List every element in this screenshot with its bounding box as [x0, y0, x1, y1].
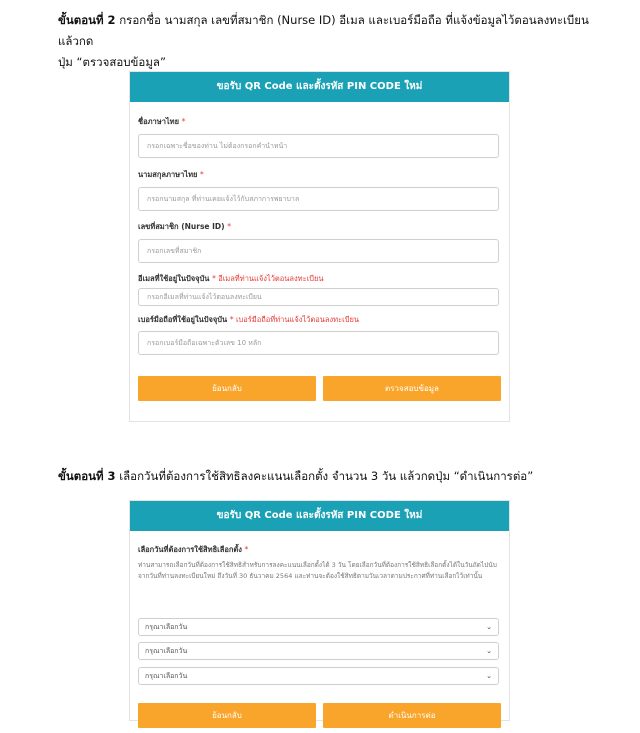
back-button-2[interactable]: ย้อนกลับ: [138, 703, 316, 728]
date-select-1[interactable]: กรุณาเลือกวัน ⌄: [138, 618, 499, 636]
step3-title: ขั้นตอนที่ 3: [58, 469, 116, 483]
step2-instruction: [58, 10, 598, 73]
mobile-label: เบอร์มือถือที่ใช้อยู่ในปัจจุบัน * เบอร์มือถือที่ท่านแจ้งไว้ตอนลงทะเบียน: [138, 315, 359, 324]
date-select-3[interactable]: กรุณาเลือกวัน ⌄: [138, 667, 499, 685]
qr-form-card-1: [129, 71, 510, 422]
back-button[interactable]: ย้อนกลับ: [138, 376, 316, 401]
step3-text-line1: เลือกวันที่ต้องการใช้สิทธิลงคะแนนเลือกตั้ง จำนวน 3 วัน แล้วกดปุ่ม “ดำเนินการต่อ”: [115, 469, 534, 483]
verify-button[interactable]: ตรวจสอบข้อมูล: [323, 376, 501, 401]
step2-text-line2: ปุ่ม “ตรวจสอบข้อมูล”: [58, 55, 166, 69]
continue-button[interactable]: ดำเนินการต่อ: [323, 703, 501, 728]
thai-surname-input[interactable]: กรอกนามสกุล ที่ท่านเคยแจ้งไว้กับสภาการพยาบาล: [138, 187, 499, 211]
step2-title: ขั้นตอนที่ 2: [58, 13, 116, 27]
nurse-id-input[interactable]: กรอกเลขที่สมาชิก: [138, 239, 499, 263]
qr-form-card-2: [129, 500, 510, 721]
email-input[interactable]: กรอกอีเมลที่ท่านแจ้งไว้ตอนลงทะเบียน: [138, 288, 499, 306]
chevron-down-icon: ⌄: [486, 647, 492, 655]
email-label: อีเมลที่ใช้อยู่ในปัจจุบัน * อีเมลที่ท่านแจ้งไว้ตอนลงทะเบียน: [138, 274, 324, 283]
chevron-down-icon: ⌄: [486, 623, 492, 631]
step3-instruction: [58, 466, 598, 487]
form2-header: ขอรับ QR Code และตั้งรหัส PIN CODE ใหม่: [130, 501, 509, 531]
thai-surname-label: นามสกุลภาษาไทย *: [138, 170, 204, 179]
step2-text-line1: กรอกชื่อ นามสกุล เลขที่สมาชิก (Nurse ID) อีเมล และเบอร์มือถือ ที่แจ้งข้อมูลไว้ตอนลงทะเบียน แล้วกด: [58, 13, 589, 48]
chevron-down-icon: ⌄: [486, 672, 492, 680]
form1-header: ขอรับ QR Code และตั้งรหัส PIN CODE ใหม่: [130, 72, 509, 102]
thai-name-input[interactable]: กรอกเฉพาะชื่อของท่าน ไม่ต้องกรอกคำนำหน้า: [138, 134, 499, 158]
thai-name-label: ชื่อภาษาไทย *: [138, 117, 186, 126]
date-select-2[interactable]: กรุณาเลือกวัน ⌄: [138, 642, 499, 660]
mobile-input[interactable]: กรอกเบอร์มือถือเฉพาะตัวเลข 10 หลัก: [138, 331, 499, 355]
select-date-description: ท่านสามารถเลือกวันที่ต้องการใช้สิทธิสำหรับการลงคะแนนเลือกตั้งได้ 3 วัน โดยเลือกวันที่ต้องการใช้สิทธิเลือกตั้งได้ในวันถัดไปนับ จากวันที่ท่านลงทะเบียนใหม่ ถึงวันที่ 30 ธันวาคม 2564 และท่านจะต้องใช้สิทธิตามวันเวลาตามประกาศที่ท่านเลือกไว้เท่านั้น: [138, 561, 497, 580]
nurse-id-label: เลขที่สมาชิก (Nurse ID) *: [138, 222, 231, 231]
select-date-label: เลือกวันที่ต้องการใช้สิทธิเลือกตั้ง *: [138, 545, 249, 554]
